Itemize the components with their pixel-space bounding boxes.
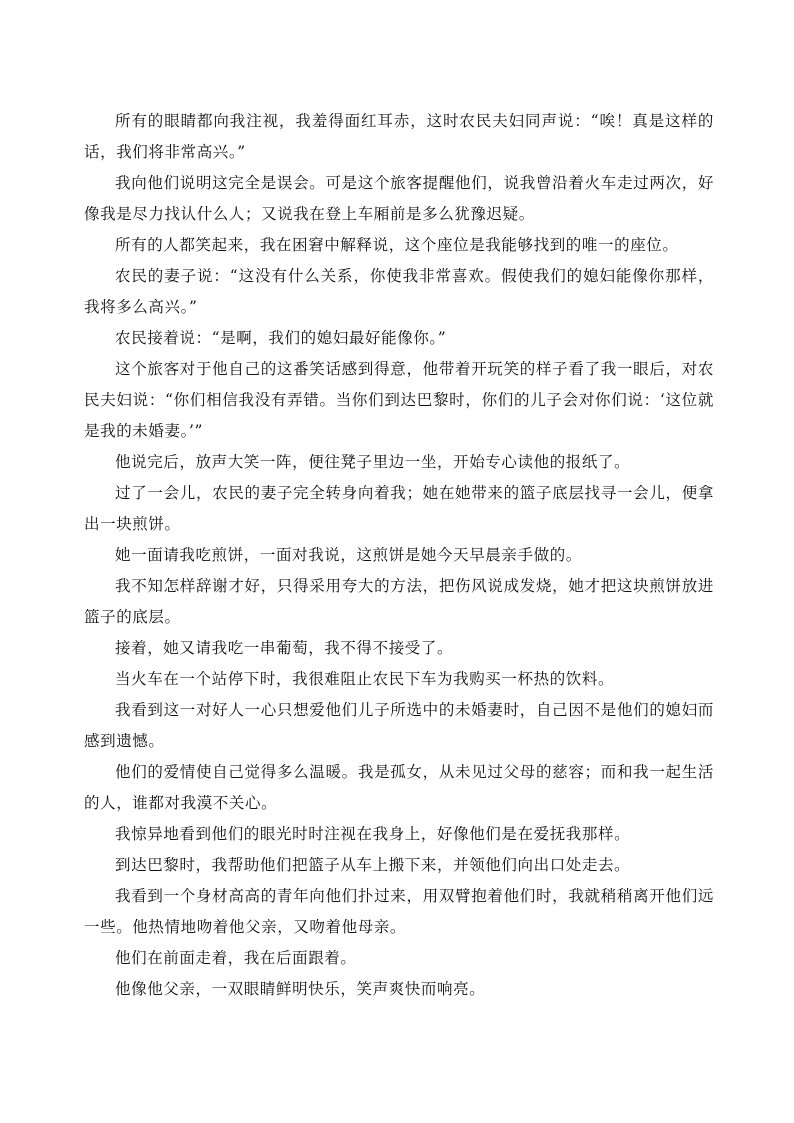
paragraph: 我向他们说明这完全是误会。可是这个旅客提醒他们，说我曾沿着火车走过两次，好像我是尽力找认什么人；又说我在登上车厢前是多么犹豫迟疑。 bbox=[84, 174, 714, 223]
paragraph: 这个旅客对于他自己的这番笑话感到得意，他带着开玩笑的样子看了我一眼后，对农民夫妇说：“你们相信我没有弄错。当你们到达巴黎时，你们的儿子会对你们说：‘这位就是我的未婚妻。’” bbox=[84, 360, 714, 440]
paragraph: 当火车在一个站停下时，我很难阻止农民下车为我购买一杯热的饮料。 bbox=[115, 670, 615, 688]
paragraph: 所有的人都笑起来，我在困窘中解释说，这个座位是我能够找到的唯一的座位。 bbox=[115, 236, 679, 254]
paragraph: 到达巴黎时，我帮助他们把篮子从车上搬下来，并领他们向出口处走去。 bbox=[115, 856, 631, 874]
paragraph: 她一面请我吃煎饼，一面对我说，这煎饼是她今天早晨亲手做的。 bbox=[115, 546, 582, 564]
paragraph: 我惊异地看到他们的眼光时时注视在我身上，好像他们是在爱抚我那样。 bbox=[115, 825, 631, 843]
paragraph: 农民的妻子说：“这没有什么关系，你使我非常喜欢。假使我们的媳妇能像你那样，我将多么高兴。” bbox=[84, 267, 714, 316]
paragraph: 接着，她又请我吃一串葡萄，我不得不接受了。 bbox=[115, 639, 454, 657]
paragraph: 我不知怎样辞谢才好，只得采用夸大的方法，把伤风说成发烧，她才把这块煎饼放进篮子的底层。 bbox=[84, 577, 714, 626]
paragraph: 所有的眼睛都向我注视，我羞得面红耳赤，这时农民夫妇同声说：“唉！真是这样的话，我们将非常高兴。” bbox=[84, 112, 714, 161]
paragraph: 过了一会儿，农民的妻子完全转身向着我；她在她带来的篮子底层找寻一会儿，便拿出一块煎饼。 bbox=[84, 484, 714, 533]
paragraph: 他们的爱情使自己觉得多么温暖。我是孤女，从未见过父母的慈容；而和我一起生活的人，谁都对我漠不关心。 bbox=[84, 763, 714, 812]
document-page bbox=[84, 106, 714, 1005]
paragraph: 我看到一个身材高高的青年向他们扑过来，用双臂抱着他们时，我就稍稍离开他们远一些。他热情地吻着他父亲，又吻着他母亲。 bbox=[84, 887, 714, 936]
paragraph: 农民接着说：“是啊，我们的媳妇最好能像你。” bbox=[115, 329, 447, 347]
paragraph: 他像他父亲，一双眼睛鲜明快乐，笑声爽快而响亮。 bbox=[115, 980, 486, 998]
paragraph: 我看到这一对好人一心只想爱他们儿子所选中的未婚妻时，自己因不是他们的媳妇而感到遗憾。 bbox=[84, 701, 714, 750]
paragraph: 他们在前面走着，我在后面跟着。 bbox=[115, 949, 357, 967]
paragraph: 他说完后，放声大笑一阵，便往凳子里边一坐，开始专心读他的报纸了。 bbox=[115, 453, 631, 471]
